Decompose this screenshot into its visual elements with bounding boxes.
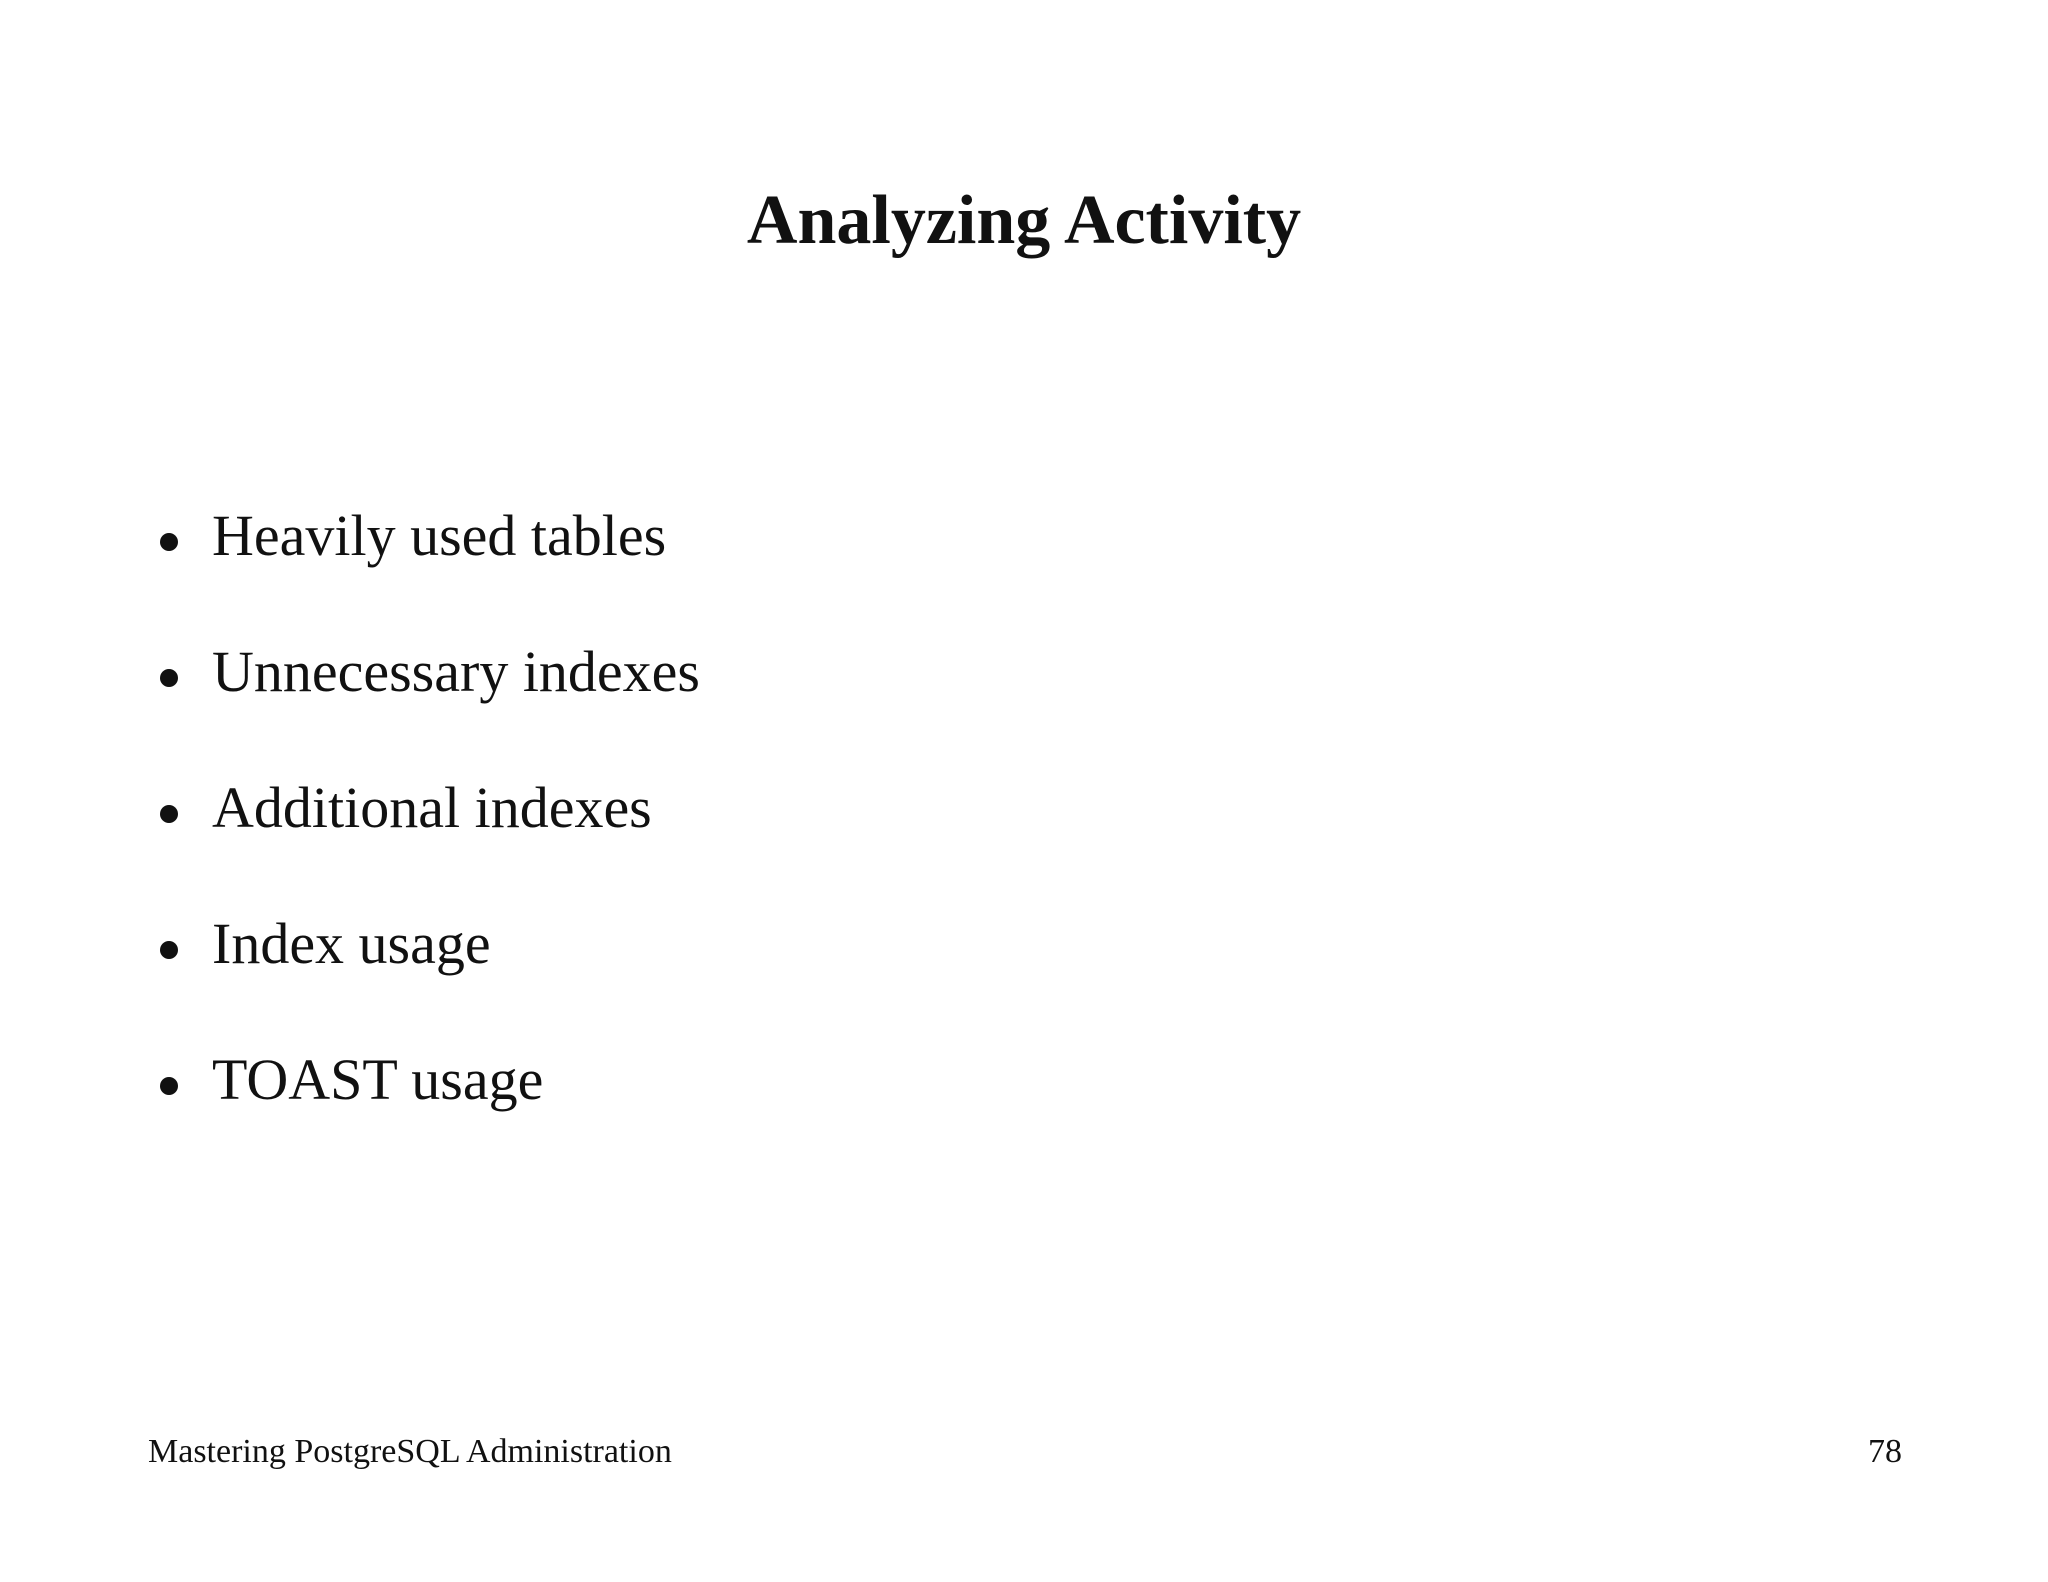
list-item [160, 876, 700, 1012]
bullet-text: Unnecessary indexes [212, 639, 700, 704]
footer-title: Mastering PostgreSQL Administration [148, 1433, 672, 1470]
bullet-icon [160, 941, 178, 959]
page-number: 78 [1868, 1433, 1902, 1470]
bullet-text: Additional indexes [212, 775, 652, 840]
list-item [160, 604, 700, 740]
bullet-icon [160, 669, 178, 687]
slide-title: Analyzing Activity [746, 182, 1302, 259]
bullet-icon [160, 1077, 178, 1095]
list-item [160, 468, 700, 604]
bullet-icon [160, 533, 178, 551]
list-item [160, 1012, 700, 1148]
bullet-text: Index usage [212, 911, 491, 976]
bullet-text: TOAST usage [212, 1047, 544, 1112]
bullet-list [160, 468, 700, 1148]
list-item [160, 740, 700, 876]
bullet-icon [160, 805, 178, 823]
bullet-text: Heavily used tables [212, 503, 667, 568]
